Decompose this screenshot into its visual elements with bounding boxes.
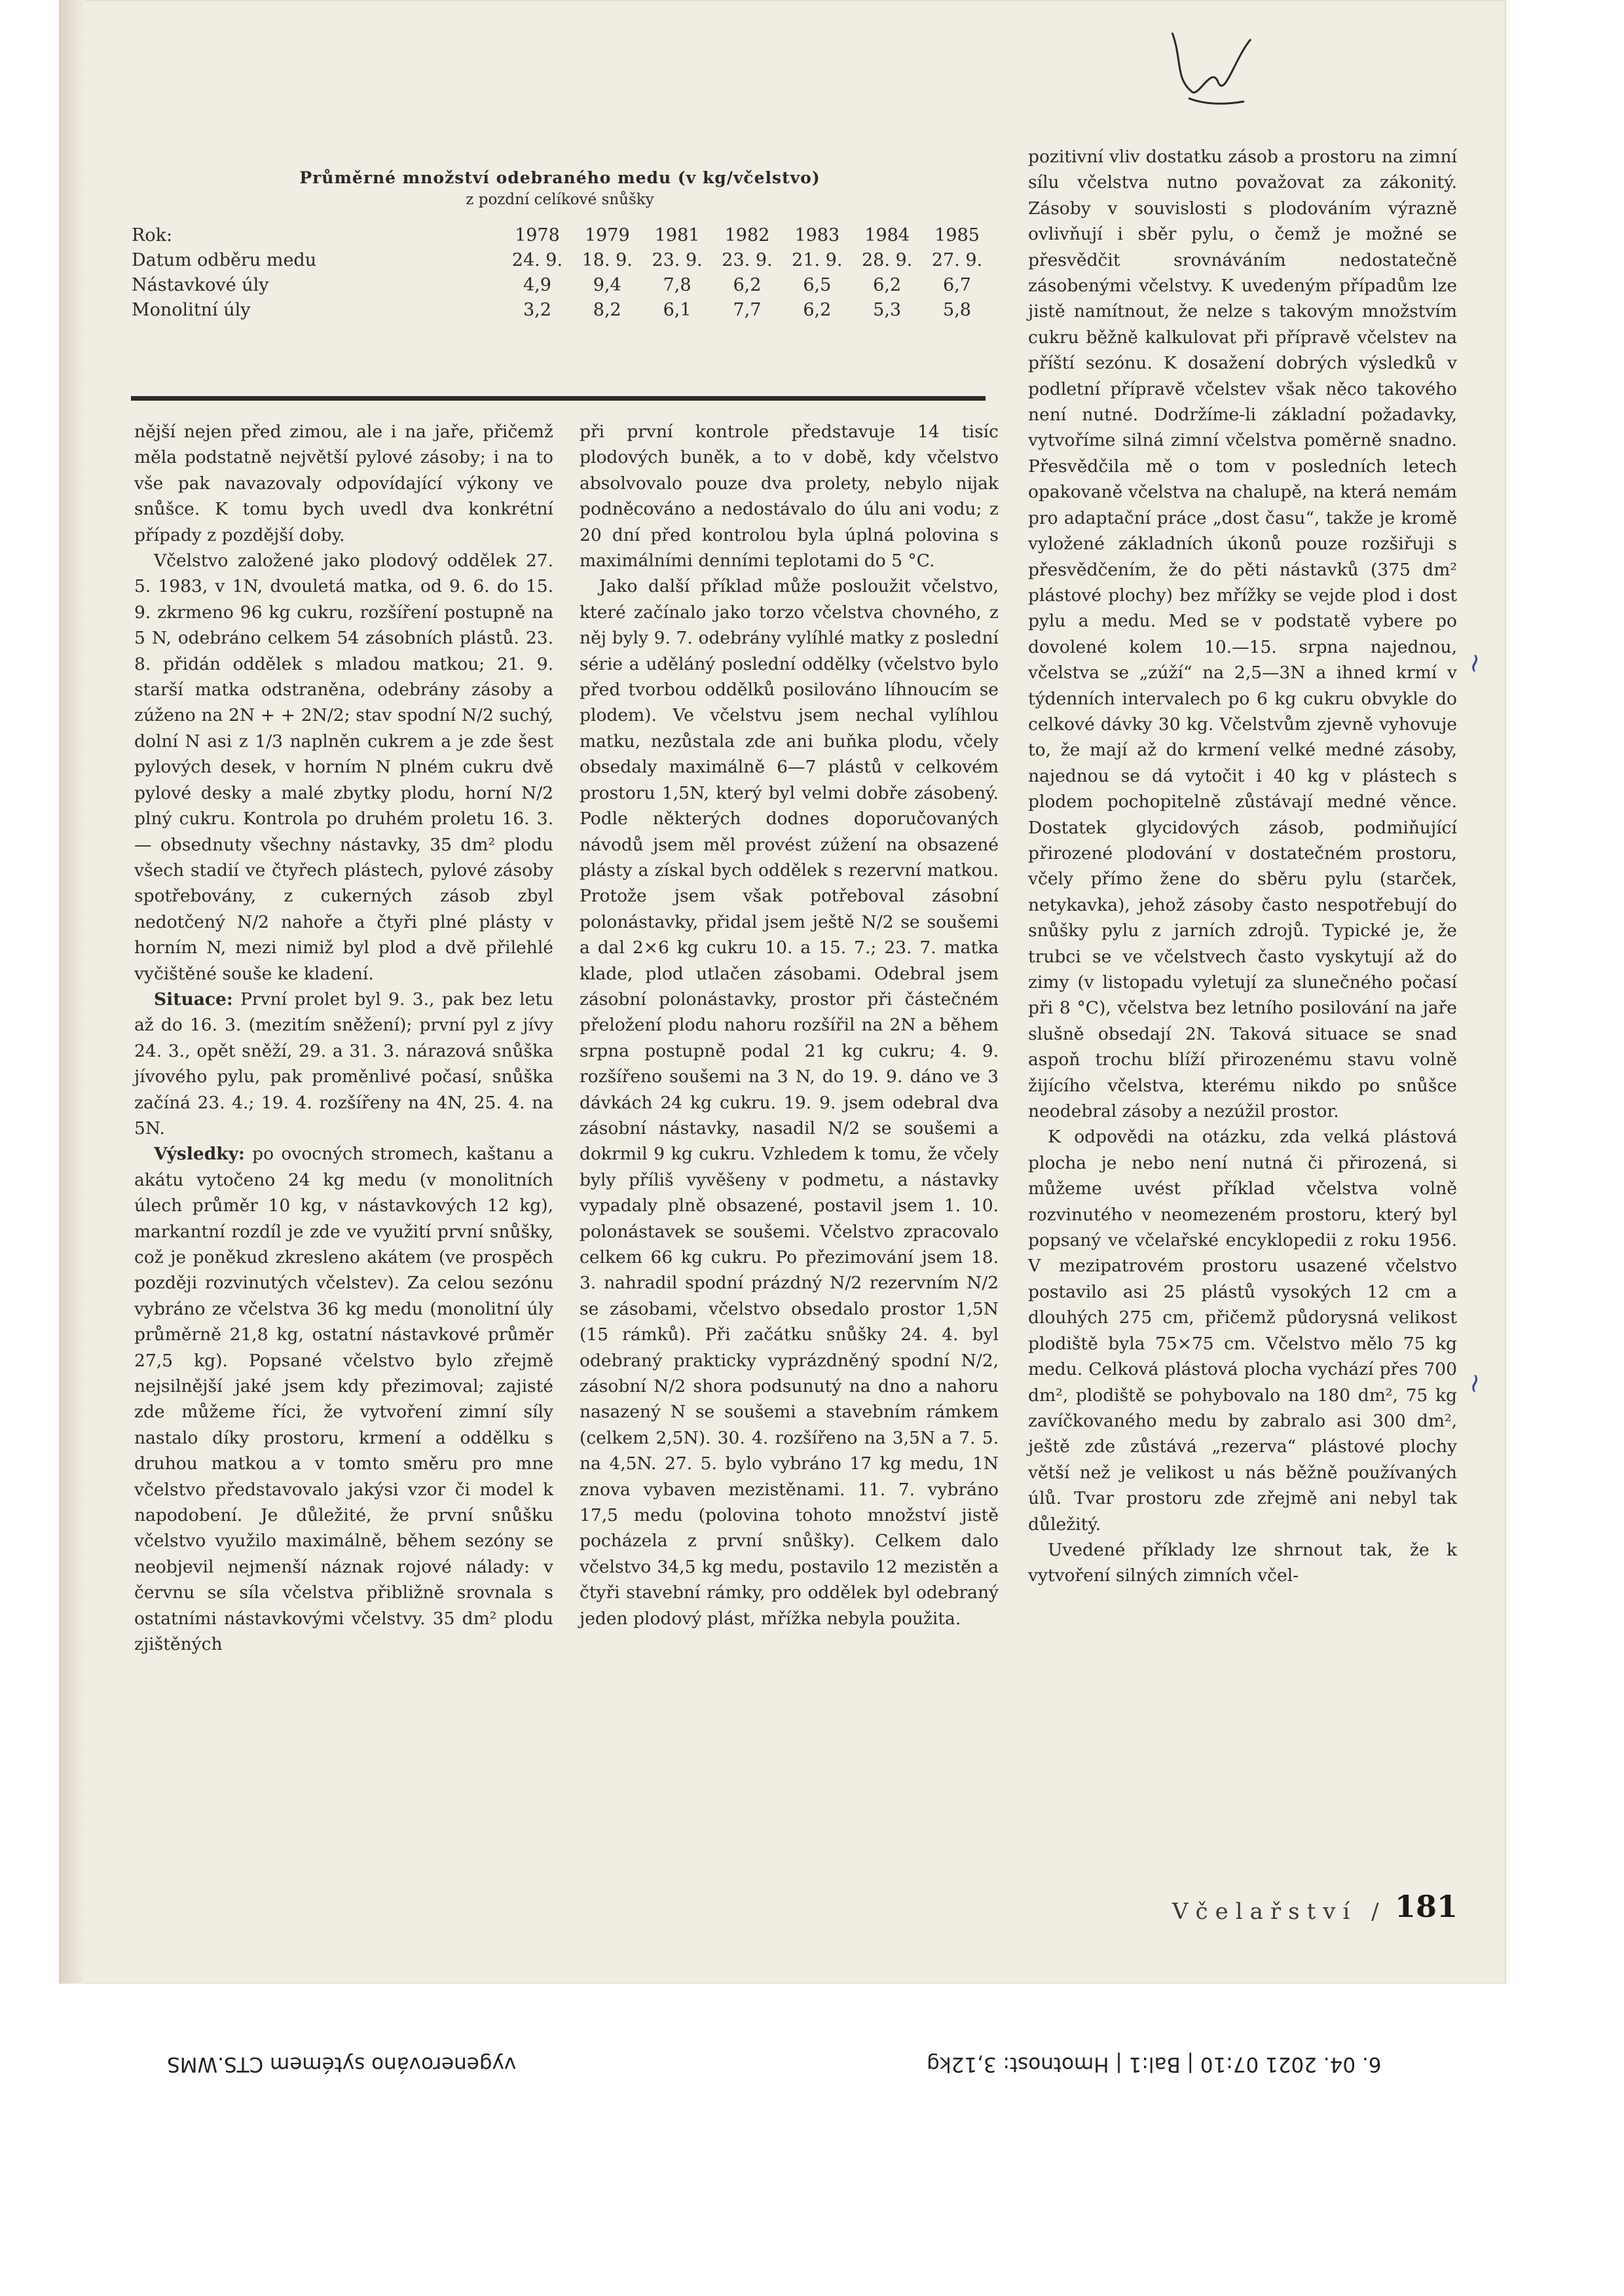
table-cell: 1978 [515,225,560,246]
margin-pen-mark: ~ [1458,649,1492,677]
row-label: Datum odběru medu [132,250,317,270]
page-number: 181 [1395,1889,1458,1924]
paragraph: pozitivní vliv dostatku zásob a prostoru na zimní sílu včelstva nutno považovat za zákonitý. Zásoby v souvislosti s plodováním výrazně ovlivňují i sběr pylu, o čemž je možné se přesvědčit srovnáváním nedostatečně zásobenými včelstvy. K uvedeným případům lze jistě namítnout, že nelze s takovým množstvím cukru běžně kalkulovat při přípravě včelstev na příští sezónu. K dosažení dobrých výsledků v podletní přípravě včelstev však něco takového není nutné. Dodržíme-li základní požadavky, vytvoříme silná zimní včelstva poměrně snadno. Přesvědčila mě o tom v posledních letech opakovaně včelstva na chalupě, na která nemám pro adaptační práce „dost času“, takže je kromě vyložené základních úkonů pouze rozšiřuji s přesvědčením, že do pěti nástavků (375 dm² plástové plochy) bez mřížky se vejde plod i dost pylu a medu. Med se v podstatě vybere po dovolené kolem 10.—15. srpna najednou, včelstva se „zúží“ na 2,5—3N a ihned krmí v týdenních intervalech po 6 kg cukru obvykle do celkové dávky 30 kg. Včelstvům zjevně vyhovuje to, že mají až do krmení velké medné zásoby, najednou se dá vytočit i 40 kg v plástech s plodem pochopitelně zůstávají medné věnce. Dostatek glycidových zásob, podmiňující přirozené plodování v dostatečném prostoru, včely přímo žene do sběru pylu (starček, netykavka), jehož zásoby často nespotřebují do snůšky pylu z jarních zdrojů. Typické je, že trubci se ve včelstvech často vyskytují až do zimy (v listopadu vyletují za slunečného počasí při 8 °C), včelstva bez letního posilování na jaře slušně obsedají 2N. Taková situace se snad aspoň trochu blíží přirozenému stavu volně žijícího včelstva, kterému nikdo po snůšce neodebral zásoby a nezúžil prostor. [1028,147,1457,1122]
handwritten-signature [1153,20,1270,118]
table-cell: 3,2 [523,300,551,320]
table-cell: 7,8 [663,275,692,295]
table-cell: 21. 9. [792,250,843,270]
table-cell: 6,1 [663,300,692,320]
honey-yield-table [128,167,992,323]
table-cell: 8,2 [593,300,621,320]
row-label: Rok: [132,225,173,246]
table-cell: 1985 [934,225,980,246]
table-row [128,298,992,323]
situace-text: První prolet byl 9. 3., pak bez letu až do 16. 3. (mezitím sněžení); první pyl z jívy 24. 3., opět sněží, 29. a 31. 3. nárazová snůška jívového pylu, pak proměnlivé počasí, snůška začíná 23. 4.; 19. 4. rozšířeny na 4N, 25. 4. na 5N. [134,989,553,1139]
vysledky-label: Výsledky: [154,1144,245,1165]
paragraph: K odpovědi na otázku, zda velká plástová plocha je nebo není nutná či přirozená, si můžeme uvést příklad včelstva volně rozvinutého v neomezeném prostoru, který byl popsaný ve včelařské encyklopedii z roku 1956. V mezipatrovém prostoru usazené včelstvo postavilo asi 25 plástů vysokých 12 cm a dlouhých 275 cm, přičemž půdorysná velikost plodiště byla 75×75 cm. Včelstvo mělo 75 kg medu. Celková plástová plocha vychází přes 700 dm², plodiště se pohybovalo na 180 dm², 75 kg zavíčkovaného medu by zabralo asi 300 dm², ještě zde zůstává „rezerva“ plástové plochy větší než je velikost u nás běžně používaných úlů. Tvar prostoru zde zřejmě ani nebyl tak důležitý. [1028,1127,1457,1535]
table-row [128,273,992,298]
table-cell: 24. 9. [511,250,563,270]
paragraph-situace [134,987,553,1141]
row-label: Nástavkové úly [132,275,269,295]
table-cell: 23. 9. [722,250,773,270]
table-cell: 28. 9. [861,250,913,270]
table-subtitle: z pozdní celíkové snůšky [466,191,654,208]
paragraph: Jako další příklad může posloužit včelstvo, které začínalo jako torzo včelstva chovného, z něj byly 9. 7. odebrány vylíhlé matky z poslední série a uděláný poslední oddělky (včelstvo bylo před tvorbou oddělků posilováno líhnoucím se plodem). Ve včelstvu jsem nechal vylíhlou matku, nezůstala zde ani buňka plodu, včely obsedaly maximálně 6—7 plástů v celkovém prostoru 1,5N, který byl velmi dobře zásobený. Podle některých dodnes doporučovaných návodů jsem měl provést zúžení na obsazené plásty a získal bych oddělek s rezervní matkou. Protože jsem však potřeboval zásobní polonástavky, přidal jsem ještě N/2 se soušemi a dal 2×6 kg cukru 10. a 15. 7.; 23. 7. matka klade, plod utlačen zásobami. Odebral jsem zásobní polonástavky, prostor při částečném přeložení plodu nahoru rozšířil na 2N a během srpna postupně podal 21 kg cukru; 4. 9. rozšířeno soušemi na 3 N, do 19. 9. dáno ve 3 dávkách 24 kg cukru. 19. 9. jsem odebral dva zásobní nástavky, nasadil N/2 se soušemi a dokrmil 9 kg cukru. Vzhledem k tomu, že včely byly příliš vyvěšeny v podmetu, a nástavky vypadaly plně obsazené, postavil jsem 1. 10. polonástavek se soušemi. Včelstvo zpracovalo celkem 66 kg cukru. Po přezimování jsem 18. 3. nahradil spodní prázdný N/2 rezervním N/2 se zásobami, včelstvo obsedalo prostor 1,5N (15 rámků). Při začátku snůšky 24. 4. byl odebraný prakticky vyprázdněný spodní N/2, zásobní N/2 shora podsunutý na dno a nahoru nasazený N se soušemi a stavebním rámkem (celkem 2,5N). 30. 4. rozšířeno na 3,5N a 7. 5. na 4,5N. 27. 5. bylo vybráno 17 kg medu, 1N znova vybaven mezistěnami. 11. 7. vybráno 17,5 medu (polovina tohoto množství jistě pocházela z první snůšky). Celkem dalo včelstvo 34,5 kg medu, postavilo 12 mezistěn a čtyři stavební rámky, pro oddělek byl odebraný jeden plodový plást, mřížka nebyla použita. [580,576,999,1629]
table-row [128,248,992,273]
table-cell: 27. 9. [931,250,983,270]
text-column-3 [1028,144,1457,1589]
table-title: Průměrné množství odebraného medu (v kg/včelstvo) [299,168,821,187]
magazine-name: Včelařství / [1172,1899,1386,1925]
table-cell: 5,3 [873,300,902,320]
paragraph: Uvedené příklady lze shrnout tak, že k vytvoření silných zimních včel- [1028,1539,1457,1586]
vysledky-text: po ovocných stromech, kaštanu a akátu vytočeno 24 kg medu (v monolitních úlech průměr 10 kg, v nástavkových 12 kg), markantní rozdíl je zde ve využití první snůšky, což je poněkud zkresleno akátem (ve prospěch později rozvinutých včelstev). Za celou sezónu vybráno ze včelstva 36 kg medu (monolitní úly průměrně 21,8 kg, ostatní nástavkové průměr 27,5 kg). Popsané včelstvo bylo zřejmě nejsilnější jaké jsem kdy přezimoval; zajisté zde můžeme říci, že vytvoření zimní síly nastalo díky prostoru, krmení a oddělku s druhou matkou a v tomto směru pro mne včelstvo představovalo jakýsi vzor či model k napodobení. Je důležité, že první snůšku včelstvo využilo maximálně, během sezóny se neobjevil nejmenší náznak rojové nálady: v červnu se síla včelstva přibližně srovnala s ostatními nástavkovými včelstvy. 35 dm² plodu zjištěných [134,1144,553,1655]
table-cell: 5,8 [943,300,971,320]
scan-stamp-info: 6. 04. 2021 07:10 | Bal:1 | Hmotnost: 3,12kg [927,2052,1382,2076]
row-label: Monolitní úly [132,300,251,320]
paragraph: nější nejen před zimou, ale i na jaře, přičemž měla podstatně největší pylové zásoby; i na to vše pak navazovaly odpovídající výkony ve snůšce. K tomu bych uvedl dva konkrétní případy z pozdější doby. [134,422,553,545]
table-cell: 1979 [584,225,630,246]
table-cell: 4,9 [523,275,551,295]
table-cell: 1984 [864,225,910,246]
paragraph-vysledky [134,1141,553,1657]
table-cell: 23. 9. [652,250,703,270]
table-cell: 6,2 [733,275,762,295]
table-cell: 9,4 [593,275,621,295]
table-cell: 1982 [724,225,770,246]
situace-label: Situace: [154,989,233,1010]
text-column-1 [134,419,553,1658]
table-cell: 18. 9. [581,250,633,270]
table-cell: 1981 [654,225,700,246]
table-row [128,223,992,248]
table-cell: 1983 [794,225,840,246]
table-cell: 6,2 [873,275,902,295]
paragraph: při první kontrole představuje 14 tisíc plodových buněk, a to v době, kdy včelstvo absolvovalo pouze dva prolety, nebylo nijak podněcováno a nedostávalo do úlu ani vodu; z 20 dní před kontrolou byla úplná polovina s maximálními denními teplotami do 5 °C. [580,422,999,572]
table-cell: 6,2 [803,300,832,320]
table-cell: 6,5 [803,275,832,295]
table-cell: 7,7 [733,300,762,320]
text-column-2 [580,419,999,1631]
paragraph: Včelstvo založené jako plodový oddělek 27. 5. 1983, v 1N, dvouletá matka, od 9. 6. do 15. 9. zkrmeno 96 kg cukru, rozšíření postupně na 5 N, odebráno celkem 54 zásobních plástů. 23. 8. přidán oddělek s mladou matkou; 21. 9. starší matka odstraněna, odebrány zásoby a zúženo na 2N + + 2N/2; stav spodní N/2 suchý, dolní N asi z 1/3 naplněn cukrem a je zde šest pylových desek, v horním N plném cukru dvě pylové desky a malé zbytky plodu, horní N/2 plný cukru. Kontrola po druhém proletu 16. 3. — obsednuty všechny nástavky, 35 dm² plodu všech stadií ve čtyřech plástech, pylové zásoby spotřebovány, z cukerných zásob zbyl nedotčený N/2 nahoře a čtyři plné plásty v horním N, mezi nimiž byl plod a dvě přilehlé vyčištěné souše ke kladení. [134,551,553,984]
table-divider [131,396,986,401]
scan-stamp-system: vygenerováno sytémem CTS.WMS [167,2052,517,2076]
margin-pen-mark: ~ [1458,1370,1492,1397]
yield-table [128,223,992,323]
table-cell: 6,7 [943,275,971,295]
